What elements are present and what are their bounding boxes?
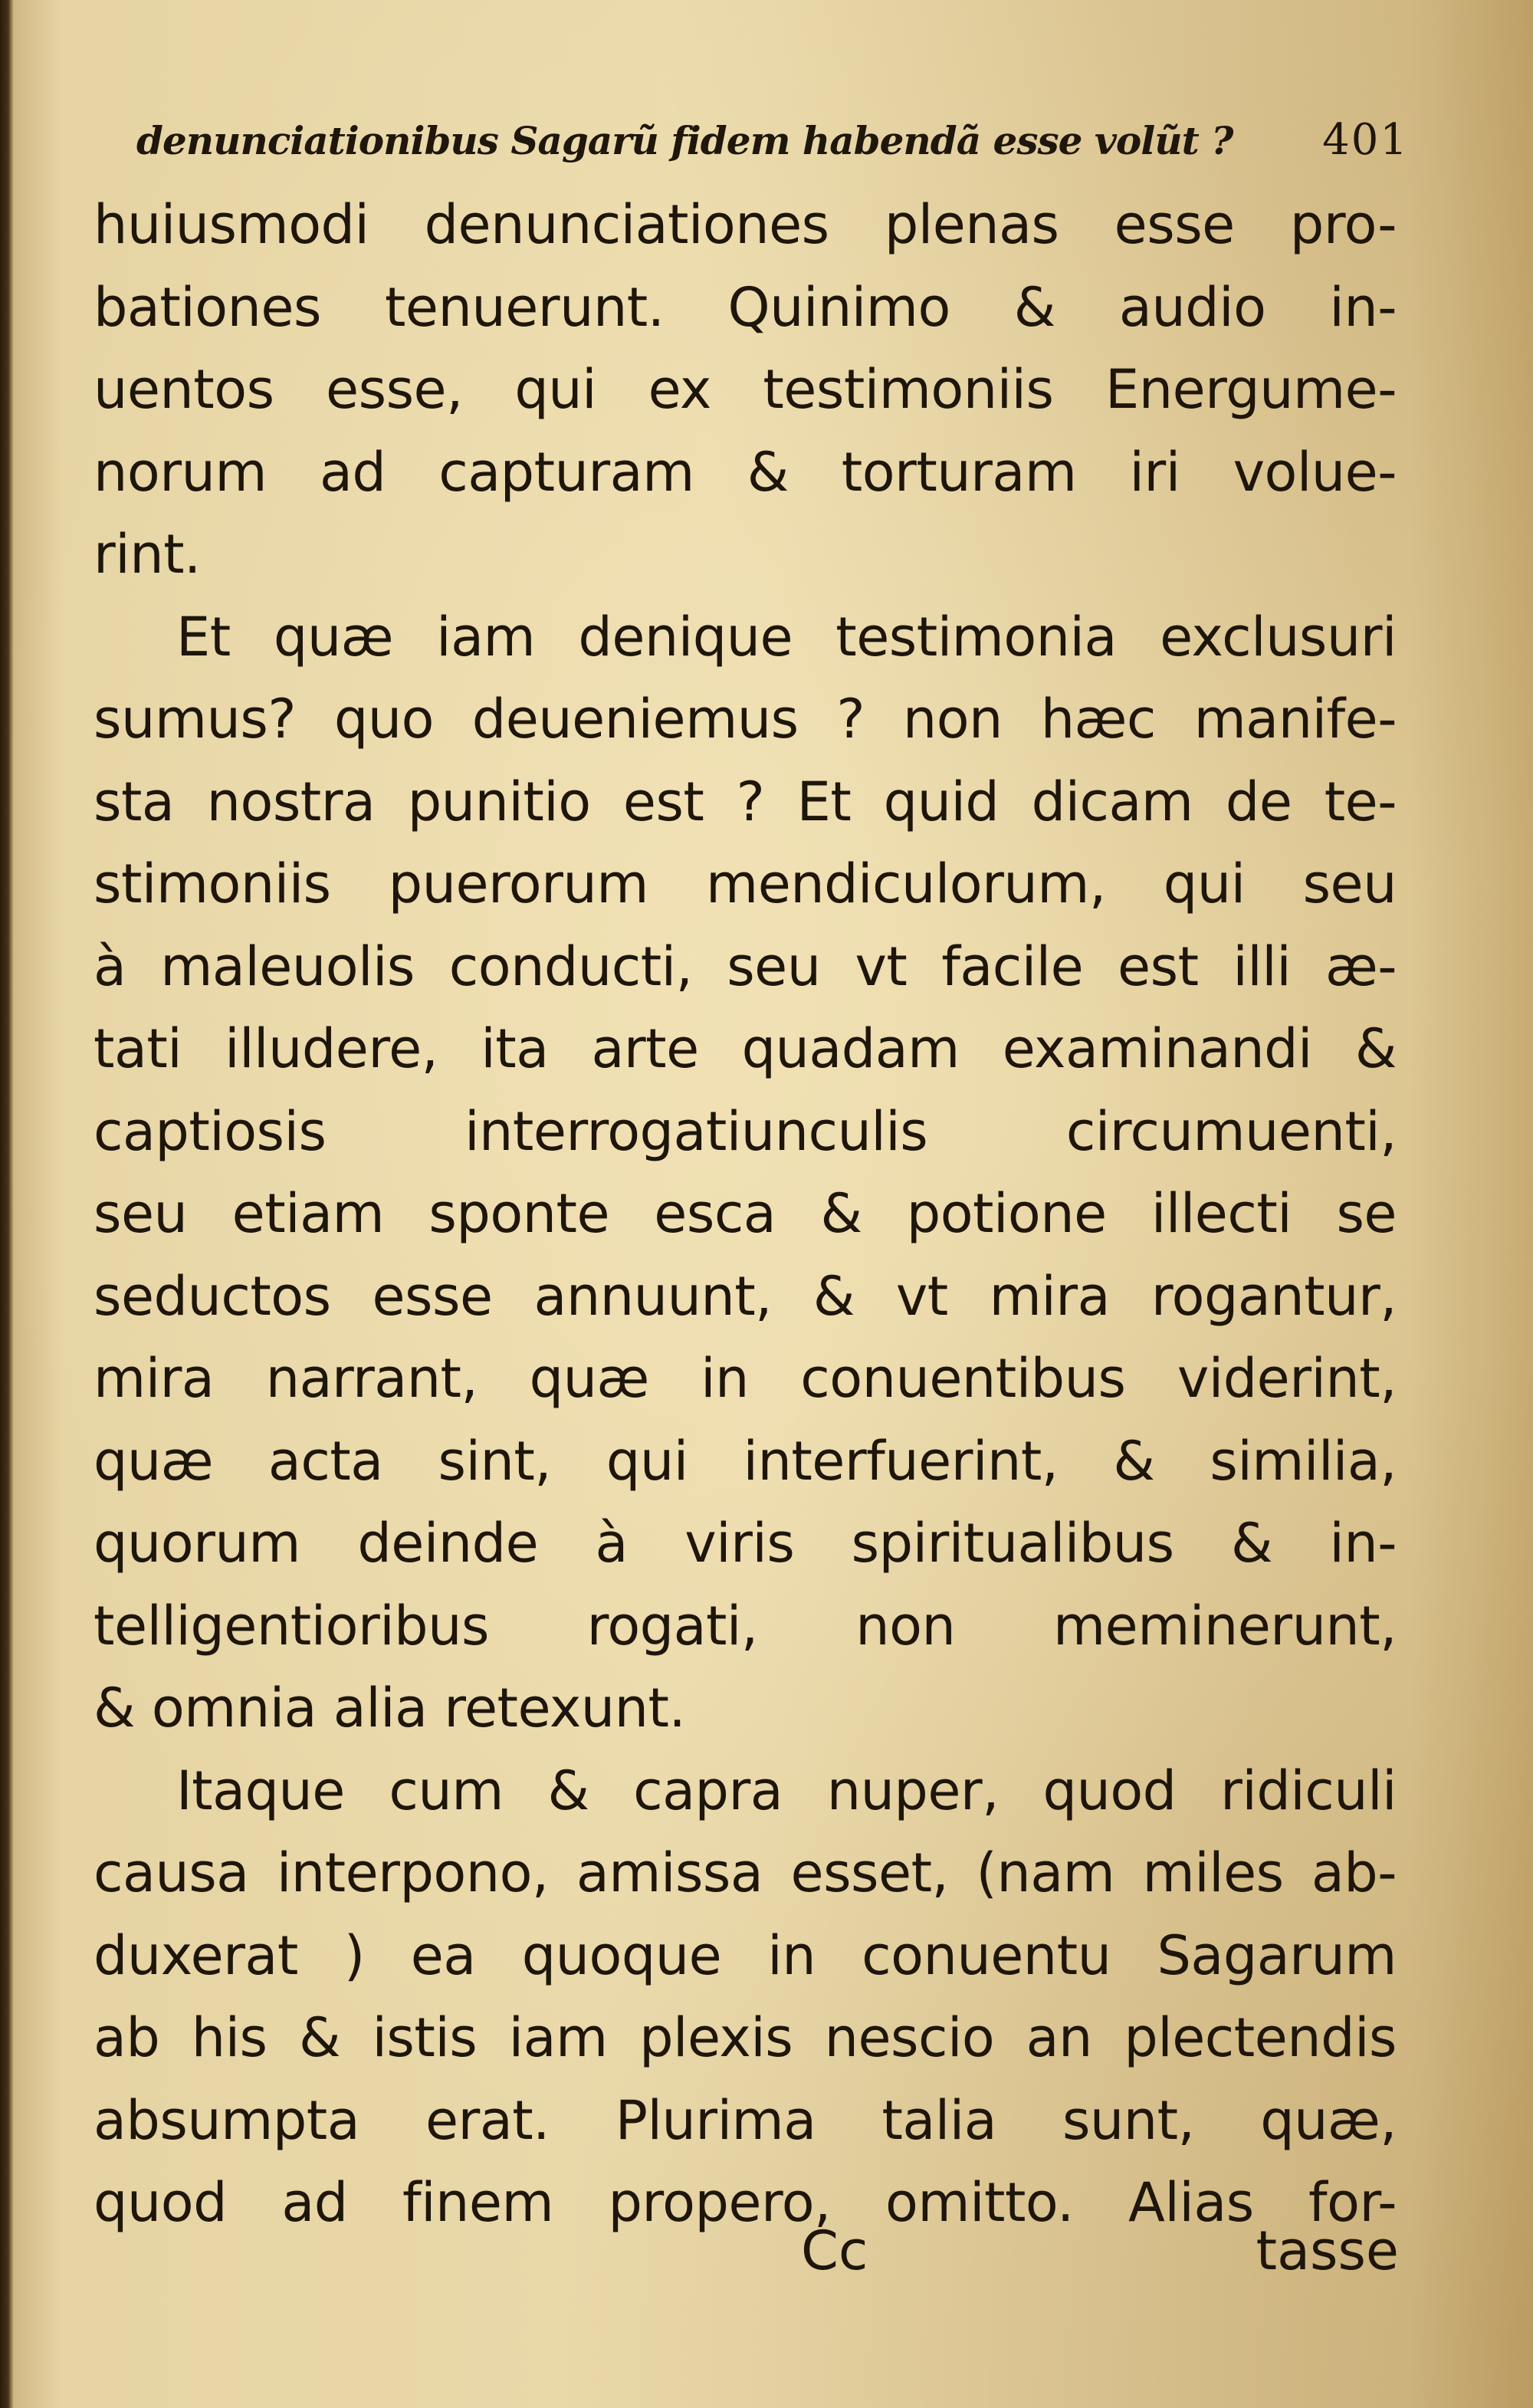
text-line: rint.: [94, 523, 201, 586]
body-text: [94, 184, 1397, 2245]
page-footer: [801, 2219, 1399, 2282]
text-line: norum ad capturam & torturam iri volue-: [94, 440, 1397, 504]
page-gutter: [0, 0, 14, 2408]
page-number: 401: [1322, 115, 1409, 165]
text-line: bationes tenuerunt. Quinimo & audio in-: [94, 275, 1397, 339]
text-line: tati illudere, ita arte quadam examinandi &: [94, 1017, 1397, 1080]
text-line: quod ad finem propero, omitto. Alias for-: [94, 2171, 1397, 2234]
signature-mark: Cc: [801, 2219, 868, 2282]
text-line: mira narrant, quæ in conuentibus viderint,: [94, 1347, 1397, 1410]
text-line: causa interpono, amissa esset, (nam miles ab-: [94, 1841, 1397, 1904]
text-line: seu etiam sponte esca & potione illecti se: [94, 1182, 1397, 1245]
running-header: [136, 115, 1409, 165]
paragraph-start-line: Et quæ iam denique testimonia exclusuri: [176, 605, 1397, 669]
text-line: seductos esse annuunt, & vt mira rogantur,: [94, 1264, 1397, 1328]
text-line: captiosis interrogatiunculis circumuenti,: [94, 1099, 1397, 1163]
text-line: & omnia alia retexunt.: [94, 1677, 686, 1739]
text-line: sta nostra punitio est ? Et quid dicam de te-: [94, 770, 1397, 833]
running-title: denunciationibus Sagarũ fidem habendã esse volũt ?: [136, 118, 1233, 163]
text-line: duxerat ) ea quoque in conuentu Sagarum: [94, 1923, 1397, 1987]
text-line: sumus? quo deueniemus ? non hæc manife-: [94, 688, 1397, 751]
text-line: telligentioribus rogati, non meminerunt,: [94, 1594, 1397, 1657]
text-line: quorum deinde à viris spiritualibus & in-: [94, 1512, 1397, 1575]
paragraph-start-line: Itaque cum & capra nuper, quod ridiculi: [176, 1759, 1397, 1822]
text-line: uentos esse, qui ex testimoniis Energume-: [94, 358, 1397, 421]
text-line: ab his & istis iam plexis nescio an plectendis: [94, 2006, 1397, 2069]
catchword: tasse: [1256, 2219, 1399, 2282]
text-line: huiusmodi denunciationes plenas esse pro-: [94, 193, 1397, 256]
text-line: absumpta erat. Plurima talia sunt, quæ,: [94, 2088, 1397, 2152]
text-line: quæ acta sint, qui interfuerint, & similia,: [94, 1429, 1397, 1493]
text-line: à maleuolis conducti, seu vt facile est illi æ-: [94, 935, 1397, 998]
text-line: stimoniis puerorum mendiculorum, qui seu: [94, 852, 1397, 915]
